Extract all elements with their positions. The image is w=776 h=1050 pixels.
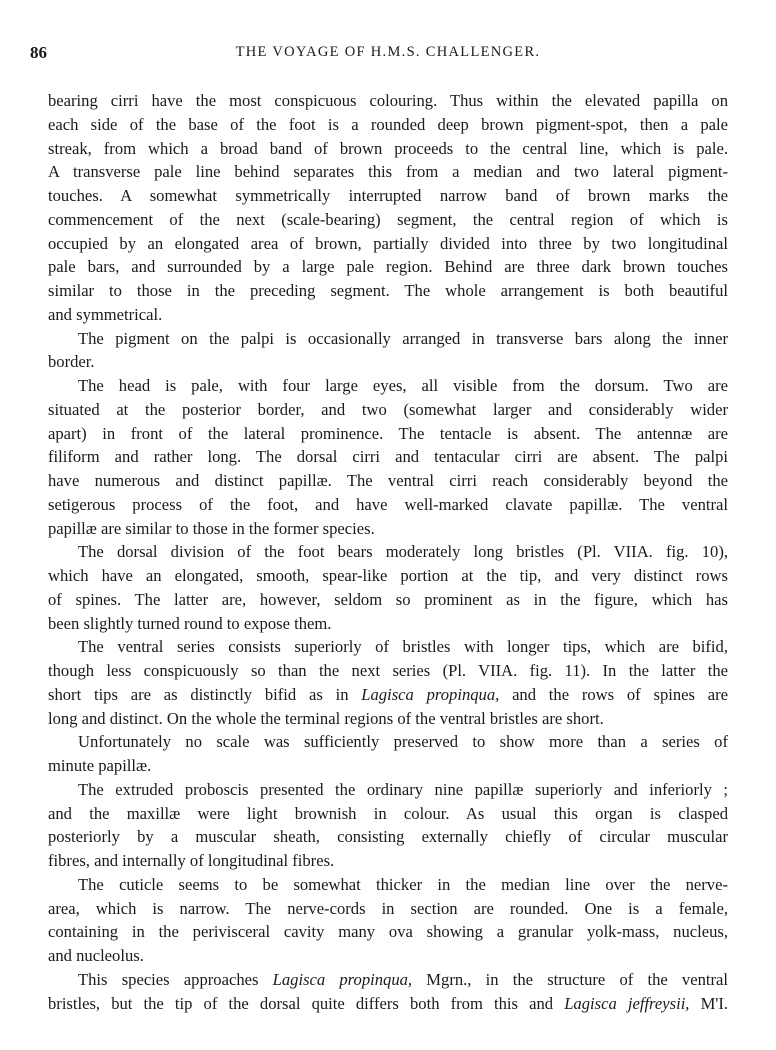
italic-taxon-name: Lagisca propinqua, (272, 969, 413, 989)
text-segment: papillæ are similar to those in the former species. (48, 518, 375, 538)
text-line (48, 968, 728, 992)
text-line (48, 89, 728, 113)
text-segment: similar to those in the preceding segment. The whole arrangement is both beautiful (48, 281, 728, 300)
text-line (48, 279, 728, 303)
text-segment: short tips are as distinctly bifid as in (48, 684, 362, 704)
text-segment: fibres, and internally of longitudinal fibres. (48, 851, 335, 870)
text-segment: which have an elongated, smooth, spear-like portion at the tip, and very distinct rows (48, 566, 728, 585)
text-line (48, 208, 728, 232)
text-line (48, 422, 728, 446)
text-line (48, 398, 728, 422)
text-line (48, 992, 728, 1016)
text-line (48, 232, 728, 256)
text-segment: occupied by an elongated area of brown, partially divided into three by two longitudinal (48, 233, 728, 253)
page-number: 86 (30, 43, 47, 62)
text-line (48, 445, 728, 469)
text-segment: apart) in front of the lateral prominence. The tentacle is absent. The antennæ are (48, 423, 728, 443)
italic-taxon-name: Lagisca propinqua, (361, 684, 500, 704)
text-segment: touches. A somewhat symmetrically interrupted narrow band of brown marks the (48, 186, 728, 205)
text-line (48, 588, 728, 612)
text-line (48, 873, 728, 897)
text-line (48, 849, 728, 873)
text-segment: situated at the posterior border, and two (somewhat larger and considerably wider (48, 399, 728, 419)
text-segment: containing in the perivisceral cavity many ova showing a granular yolk-mass, nucleus, (48, 922, 728, 942)
text-segment: Unfortunately no scale was sufficiently preserved to show more than a series of (78, 732, 728, 752)
text-line (48, 564, 728, 588)
text-segment: and the rows of spines are (499, 684, 729, 704)
text-segment: each side of the base of the foot is a rounded deep brown pigment-spot, then a pale (48, 114, 728, 134)
text-line (48, 920, 728, 944)
italic-taxon-name: Lagisca jeffreysii, (564, 993, 690, 1013)
text-segment: area, which is narrow. The nerve-cords in section are rounded. One is a female, (48, 898, 728, 918)
text-segment: bearing cirri have the most conspicuous colouring. Thus within the elevated papilla on (48, 91, 728, 110)
text-line (48, 683, 728, 707)
text-segment: border. (48, 352, 95, 372)
text-line (48, 255, 728, 279)
text-line (48, 612, 728, 636)
text-segment: been slightly turned round to expose them. (48, 613, 332, 633)
running-title: THE VOYAGE OF H.M.S. CHALLENGER. (235, 44, 541, 60)
text-segment: M'I. (689, 993, 729, 1013)
text-segment: minute papillæ. (48, 756, 152, 775)
text-line (48, 303, 728, 327)
text-segment: though less conspicuously so than the next series (Pl. VIIA. fig. 11). In the latter the (48, 661, 728, 680)
text-segment: and symmetrical. (48, 304, 163, 324)
text-segment: commencement of the next (scale-bearing) segment, the central region of which is (48, 209, 728, 229)
text-line (48, 469, 728, 493)
text-line (48, 825, 728, 849)
text-line (48, 184, 728, 208)
text-line (48, 944, 728, 968)
text-segment: Mgrn., in the structure of the ventral (412, 969, 729, 989)
text-line (48, 635, 728, 659)
text-line (48, 350, 728, 374)
text-line (48, 137, 728, 161)
text-line (48, 160, 728, 184)
text-segment: filiform and rather long. The dorsal cirri and tentacular cirri are absent. The palpi (48, 447, 728, 467)
text-line (48, 897, 728, 921)
text-line (48, 707, 728, 731)
text-segment: have numerous and distinct papillæ. The ventral cirri reach considerably beyond the (48, 471, 728, 490)
text-segment: A transverse pale line behind separates this from a median and two lateral pigment- (48, 162, 728, 182)
text-line (48, 730, 728, 754)
text-segment: long and distinct. On the whole the terminal regions of the ventral bristles are short. (48, 708, 604, 728)
text-segment: pale bars, and surrounded by a large pale region. Behind are three dark brown touches (48, 257, 728, 277)
text-line (48, 517, 728, 541)
text-line (48, 540, 728, 564)
text-line (48, 659, 728, 683)
text-line (48, 493, 728, 517)
text-line (48, 778, 728, 802)
text-segment: bristles, but the tip of the dorsal quite differs both from this and (48, 993, 565, 1013)
text-segment: The dorsal division of the foot bears moderately long bristles (Pl. VIIA. fig. 10), (78, 542, 728, 562)
text-segment: and nucleolus. (48, 946, 144, 965)
text-segment: This species approaches (78, 969, 273, 989)
text-segment: The extruded proboscis presented the ordinary nine papillæ superiorly and inferiorly ; (78, 779, 728, 799)
text-segment: The head is pale, with four large eyes, all visible from the dorsum. Two are (78, 376, 728, 395)
text-line (48, 374, 728, 398)
text-line (48, 113, 728, 137)
text-segment: The cuticle seems to be somewhat thicker in the median line over the nerve- (78, 874, 728, 894)
text-segment: The pigment on the palpi is occasionally arranged in transverse bars along the inner (78, 328, 728, 348)
text-segment: streak, from which a broad band of brown proceeds to the central line, which is pale. (48, 138, 728, 158)
body-text (48, 89, 728, 1015)
text-line (48, 754, 728, 778)
text-segment: The ventral series consists superiorly of bristles with longer tips, which are bifid, (78, 637, 728, 657)
text-segment: posteriorly by a muscular sheath, consisting externally chiefly of circular muscular (48, 827, 728, 847)
text-segment: and the maxillæ were light brownish in colour. As usual this organ is clasped (48, 803, 728, 823)
text-line (48, 327, 728, 351)
text-line (48, 802, 728, 826)
text-segment: setigerous process of the foot, and have well-marked clavate papillæ. The ventral (48, 494, 728, 514)
text-segment: of spines. The latter are, however, seldom so prominent as in the figure, which has (48, 589, 728, 609)
